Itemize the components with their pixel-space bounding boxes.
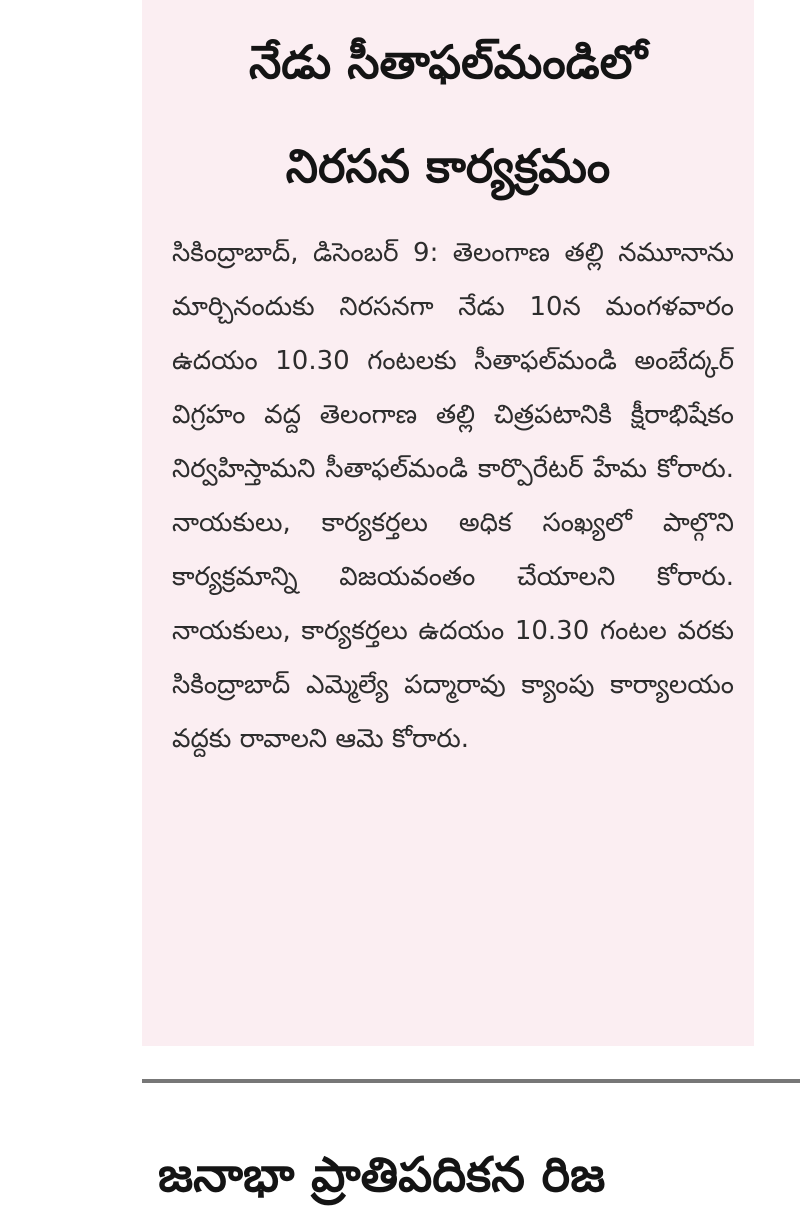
article-body-paragraph: సికింద్రాబాద్, డిసెంబర్ 9: తెలంగాణ తల్లి నమూనాను మార్చినందుకు నిరసనగా నేడు 10న మంగళవారం ఉదయం 10.30 గంటలకు సీతాఫల్‌మండి అంబేద్కర్ విగ్రహం వద్ద తెలంగాణ తల్లి చిత్రపటానికి క్షీరాభిషేకం నిర్వహిస్తామని సీతాఫల్‌మండి కార్పొరేటర్ హేమ కోరారు. నాయకులు, కార్యకర్తలు అధిక సంఖ్యలో పాల్గొని కార్యక్రమాన్ని విజయవంతం చేయాలని కోరారు. నాయకులు, కార్యకర్తలు ఉదయం 10.30 గంటల వరకు సికింద్రాబాద్ ఎమ్మెల్యే పద్మారావు క్యాంపు కార్యాలయం వద్దకు రావాలని ఆమె కోరారు. (172, 238, 734, 754)
article-body (172, 226, 734, 766)
section-divider (142, 1079, 800, 1083)
next-article-headline: జనాభా ప్రాతిపదికన రిజ (158, 1147, 606, 1203)
article-headline-line-1: నేడు సీతాఫల్‌మండిలో (248, 35, 648, 89)
article-headline-line-2: నిరసన కార్యక్రమం (285, 139, 611, 193)
cut-off-previous-text (148, 0, 748, 4)
